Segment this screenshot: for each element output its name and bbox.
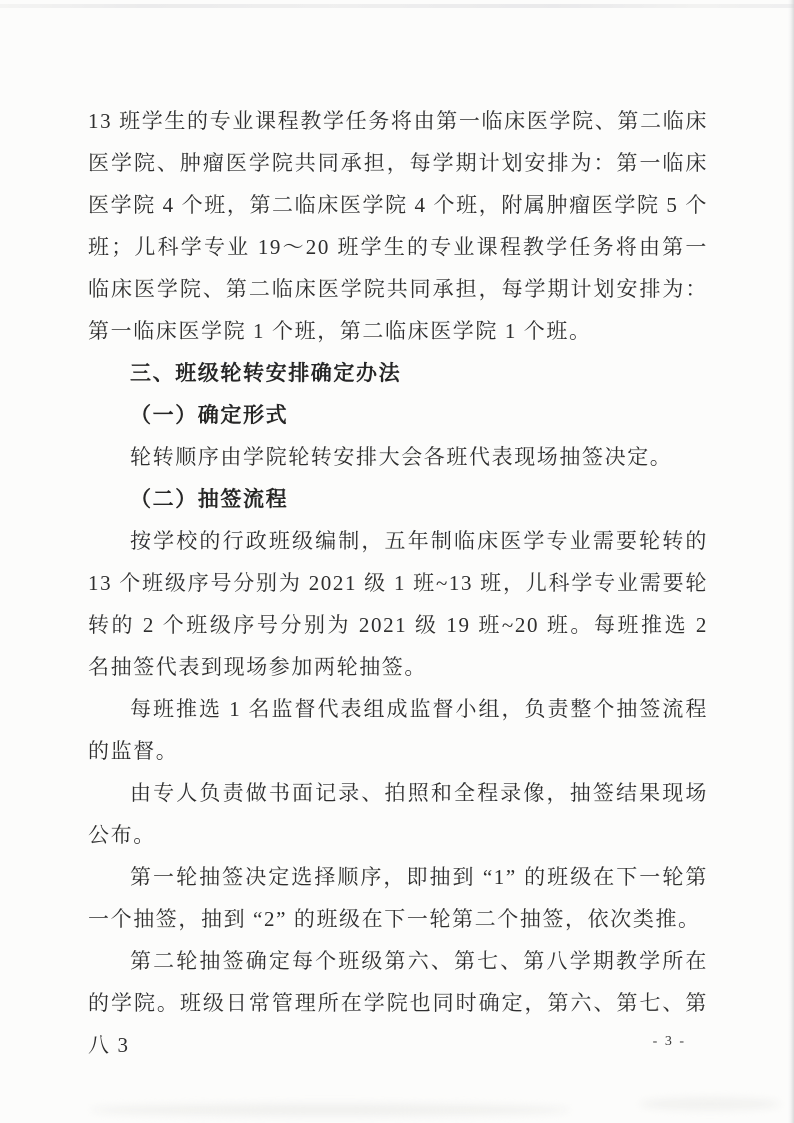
paragraph-rotation-order: 轮转顺序由学院轮转安排大会各班代表现场抽签决定。 [130, 445, 673, 469]
paragraph-class-numbering: 按学校的行政班级编制，五年制临床医学专业需要轮转的 13 个班级序号分别为 2021 级 1 班~13 班，儿科学专业需要轮转的 2 个班级序号分别为 2021 级 19 班~20 班。每班推选 2 名抽签代表到现场参加两轮抽签。 [88, 529, 708, 679]
paragraph-recording-publication: 由专人负责做书面记录、拍照和全程录像，抽签结果现场公布。 [88, 781, 708, 847]
document-body [88, 100, 708, 1066]
paragraph-continuation-teaching-assignments: 13 班学生的专业课程教学任务将由第一临床医学院、第二临床医学院、肿瘤医学院共同承担，每学期计划安排为：第一临床医学院 4 个班，第二临床医学院 4 个班，附属肿瘤医学院 5 个班；儿科学专业 19～20 班学生的专业课程教学任务将由第一临床医学院、第二临床医学院共同承担，每学期计划安排为：第一临床医学院 1 个班，第二临床医学院 1 个班。 [88, 109, 708, 343]
scan-artifact-right-edge [788, 0, 794, 1123]
page-number: - 3 - [652, 1034, 686, 1049]
scan-artifact-top-edge [0, 4, 794, 8]
subsection-heading-lottery-process: （二）抽签流程 [130, 487, 289, 511]
paragraph-first-round-draw: 第一轮抽签决定选择顺序，即抽到 “1” 的班级在下一轮第一个抽签，抽到 “2” 的班级在下一轮第二个抽签，依次类推。 [88, 865, 708, 931]
section-heading-rotation-method: 三、班级轮转安排确定办法 [130, 361, 402, 385]
subsection-heading-determination-form: （一）确定形式 [130, 403, 289, 427]
paragraph-supervision-group: 每班推选 1 名监督代表组成监督小组，负责整个抽签流程的监督。 [88, 697, 708, 763]
scan-artifact-bottom-smudge-left [90, 1104, 570, 1116]
paragraph-second-round-draw: 第二轮抽签确定每个班级第六、第七、第八学期教学所在的学院。班级日常管理所在学院也同时确定，第六、第七、第八 3 [88, 949, 708, 1057]
scan-artifact-bottom-smudge-right [640, 1098, 780, 1110]
